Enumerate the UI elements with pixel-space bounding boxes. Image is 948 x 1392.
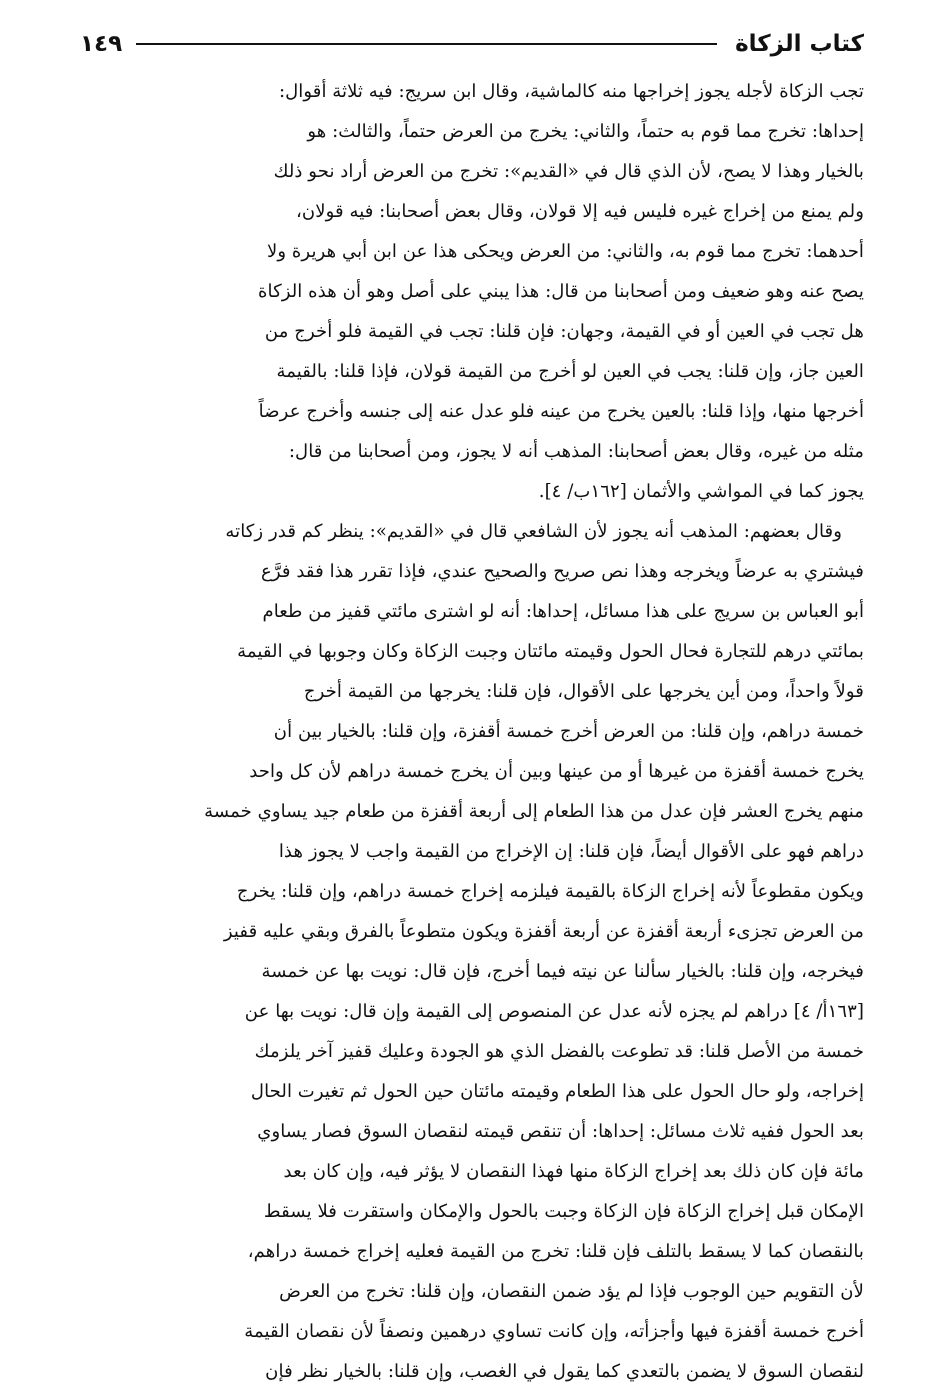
text-line: قولاً واحداً، ومن أين يخرجها على الأقوال، فإن قلنا: يخرجها من القيمة أخرج	[303, 681, 864, 702]
text-line: مائة فإن كان ذلك بعد إخراج الزكاة منها فهذا النقصان لا يؤثر فيه، وإن كان بعد	[283, 1161, 864, 1182]
page-number: ١٤٩	[80, 31, 123, 57]
text-line: العين جاز، وإن قلنا: يجب في العين لو أخرج من القيمة قولان، فإذا قلنا: بالقيمة	[276, 361, 864, 382]
text-line: من العرض تجزىء أربعة أقفزة عن أربعة أقفزة ويكون متطوعاً بالفرق وبقي عليه قفيز	[223, 921, 864, 942]
text-line: أحدهما: تخرج مما قوم به، والثاني: من العرض ويحكى هذا عن ابن أبي هريرة ولا	[266, 241, 864, 262]
running-title: كتاب الزكاة	[735, 31, 864, 57]
text-line: بالنقصان كما لا يسقط بالتلف فإن قلنا: تخرج من القيمة فعليه إخراج خمسة دراهم،	[247, 1241, 864, 1262]
text-line: لنقصان السوق لا يضمن بالتعدي كما يقول في الغصب، وإن قلنا: بالخيار نظر فإن	[265, 1361, 864, 1382]
text-line: لأن التقويم حين الوجوب فإذا لم يؤد ضمن النقصان، وإن قلنا: تخرج من العرض	[279, 1281, 864, 1302]
text-line: بالخيار وهذا لا يصح، لأن الذي قال في «القديم»: تخرج من العرض أراد نحو ذلك	[273, 161, 864, 182]
page-header	[80, 22, 864, 66]
text-line: يخرج خمسة أقفزة من غيرها أو من عينها وبين أن يخرج خمسة دراهم لأن كل واحد	[249, 761, 864, 782]
paragraph-start-line: وقال بعضهم: المذهب أنه يجوز لأن الشافعي قال في «القديم»: ينظر كم قدر زكاته	[225, 521, 842, 542]
text-line: يصح عنه وهو ضعيف ومن أصحابنا من قال: هذا يبني على أصل وهو أن هذه الزكاة	[258, 281, 864, 302]
text-line: [١٦٣أ/ ٤] دراهم لم يجزه لأنه عدل عن المنصوص إلى القيمة وإن قال: نويت بها عن	[244, 1001, 864, 1022]
text-line: خمسة من الأصل قلنا: قد تطوعت بالفضل الذي هو الجودة وعليك قفيز آخر يلزمك	[254, 1041, 864, 1062]
text-line: أخرجها منها، وإذا قلنا: بالعين يخرج من عينه فلو عدل عنه إلى جنسه وأخرج عرضاً	[258, 401, 864, 422]
text-line: مثله من غيره، وقال بعض أصحابنا: المذهب أنه لا يجوز، ومن أصحابنا من قال:	[288, 441, 864, 462]
text-line: إخراجه، ولو حال الحول على هذا الطعام وقيمته مائتان حين الحول ثم تغيرت الحال	[250, 1081, 864, 1102]
text-line: إحداها: تخرج مما قوم به حتماً، والثاني: يخرج من العرض حتماً، والثالث: هو	[307, 121, 864, 142]
text-line: خمسة دراهم، وإن قلنا: من العرض أخرج خمسة أقفزة، وإن قلنا: بالخيار بين أن	[273, 721, 864, 742]
text-line: بعد الحول ففيه ثلاث مسائل: إحداها: أن تنقص قيمته لنقصان السوق فصار يساوي	[257, 1121, 864, 1142]
text-line: هل تجب في العين أو في القيمة، وجهان: فإن قلنا: تجب في القيمة فلو أخرج من	[264, 321, 864, 342]
page-body	[80, 72, 864, 1382]
text-line: الإمكان قبل إخراج الزكاة فإن الزكاة وجبت بالحول والإمكان واستقرت فلا يسقط	[263, 1201, 864, 1222]
text-line: يجوز كما في المواشي والأثمان [١٦٢ب/ ٤].	[538, 481, 864, 502]
text-line: فيخرجه، وإن قلنا: بالخيار سألنا عن نيته فيما أخرج، فإن قال: نويت بها عن خمسة	[261, 961, 864, 982]
text-line: تجب الزكاة لأجله يجوز إخراجها منه كالماشية، وقال ابن سريج: فيه ثلاثة أقوال:	[278, 81, 864, 102]
text-line: منهم يخرج العشر فإن عدل من هذا الطعام إلى أربعة أقفزة من طعام جيد يساوي خمسة	[204, 801, 864, 822]
text-line: ويكون مقطوعاً لأنه إخراج الزكاة بالقيمة فيلزمه إخراج خمسة دراهم، وإن قلنا: يخرج	[236, 881, 864, 902]
text-line: أخرج خمسة أقفزة فيها وأجزأته، وإن كانت تساوي درهمين ونصفاً لأن نقصان القيمة	[244, 1321, 864, 1342]
text-line: دراهم فهو على الأقوال أيضاً، فإن قلنا: إن الإخراج من القيمة واجب لا يجوز هذا	[278, 841, 864, 862]
text-line: ولم يمنع من إخراج غيره فليس فيه إلا قولان، وقال بعض أصحابنا: فيه قولان،	[295, 201, 864, 222]
text-line: بمائتي درهم للتجارة فحال الحول وقيمته مائتان وجبت الزكاة وكان وجوبها في القيمة	[237, 641, 864, 662]
header-rule	[136, 43, 717, 45]
text-line: أبو العباس بن سريج على هذا مسائل، إحداها: أنه لو اشترى مائتي قفيز من طعام	[262, 601, 864, 622]
text-line: فيشتري به عرضاً ويخرجه وهذا نص صريح والصحيح عندي، فإذا تقرر هذا فقد فرَّع	[260, 561, 864, 582]
